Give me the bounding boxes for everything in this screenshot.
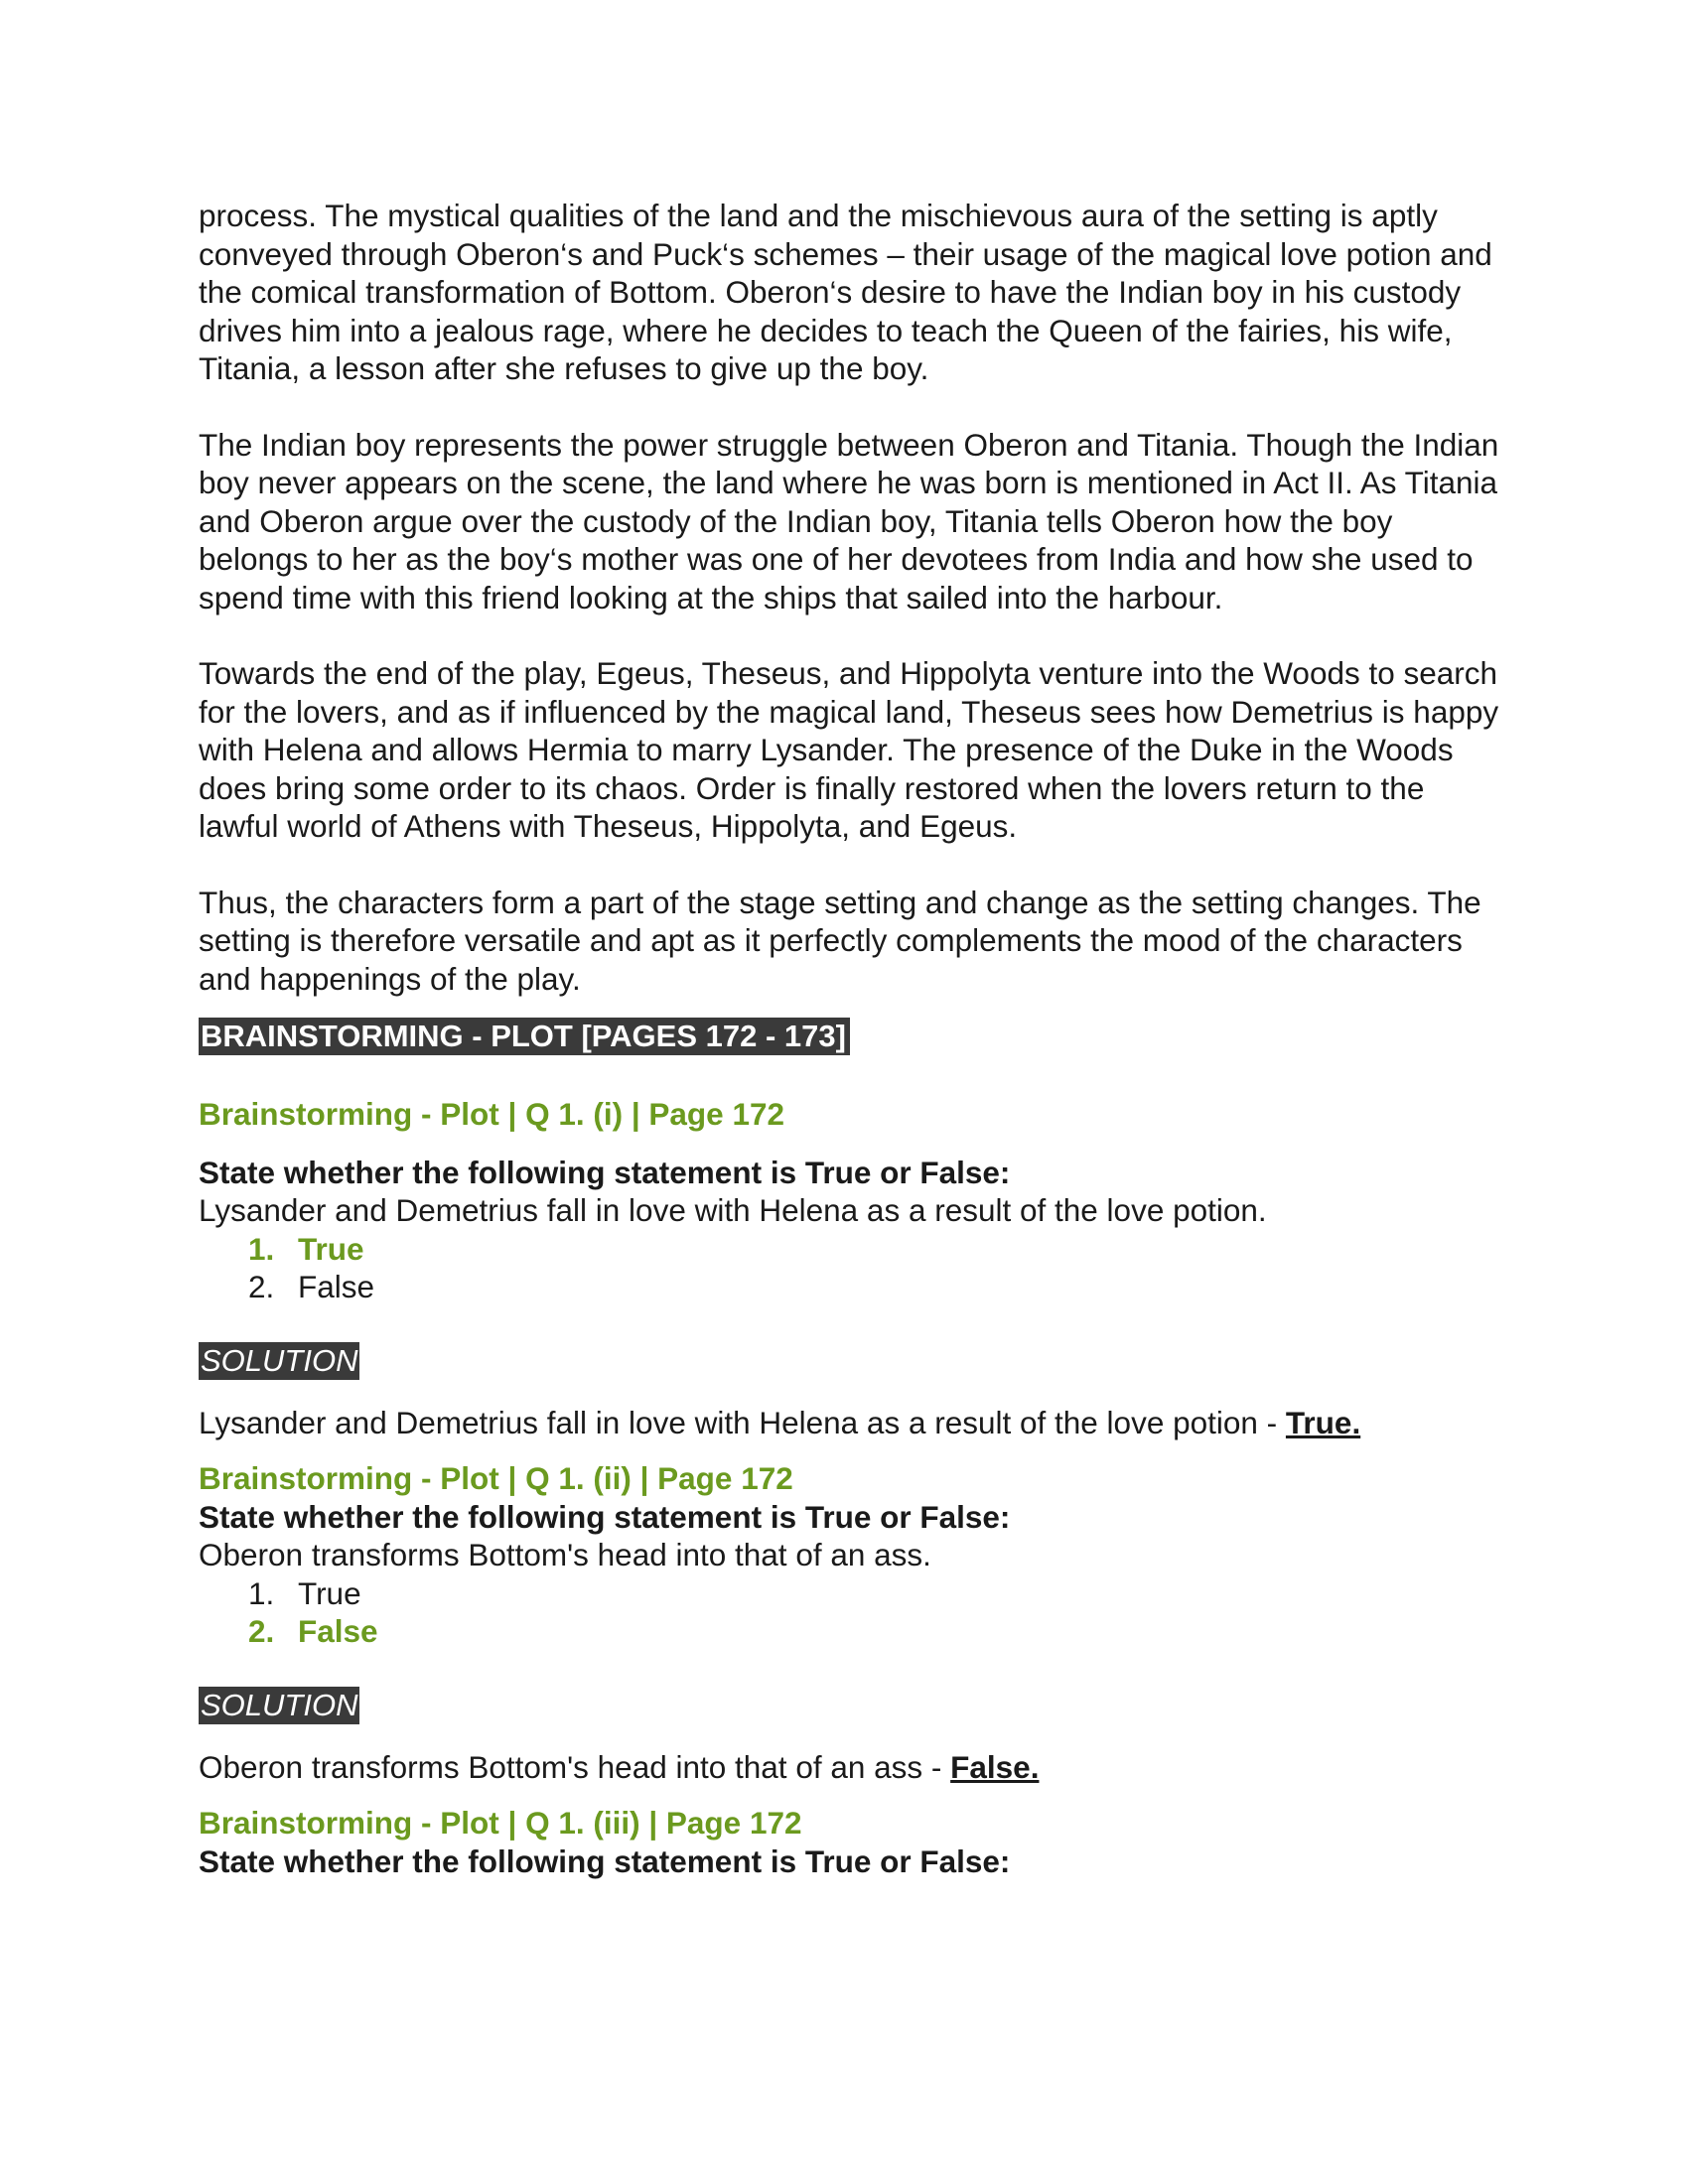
question-instruction: State whether the following statement is True or False:	[199, 1498, 1011, 1535]
question-instruction: State whether the following statement is True or False:	[199, 1843, 1011, 1879]
solution-tag-wrap	[199, 1342, 1509, 1404]
solution-statement: Lysander and Demetrius fall in love with Helena as a result of the love potion -	[199, 1404, 1286, 1440]
solution-text	[199, 1748, 1509, 1787]
option-list	[248, 1574, 1509, 1651]
option-number: 1.	[248, 1574, 275, 1611]
option	[248, 1574, 1509, 1613]
question-statement: Lysander and Demetrius fall in love with Helena as a result of the love potion.	[199, 1192, 1267, 1228]
question-heading: Brainstorming - Plot | Q 1. (i) | Page 172	[199, 1096, 784, 1132]
paragraph: The Indian boy represents the power struggle between Oberon and Titania. Though the Indian boy never appears on the scene, the land where he was born is mentioned in Act II. As Titania and Oberon argue over the custody of the Indian boy, Titania tells Oberon how the boy belongs to her as the boy‘s mother was one of her devotees from India and how she used to spend time with this friend looking at the ships that sailed into the harbour.	[199, 426, 1499, 615]
question-heading: Brainstorming - Plot | Q 1. (iii) | Page 172	[199, 1805, 802, 1841]
option-label: False	[298, 1613, 378, 1649]
solution-tag: SOLUTION	[201, 1687, 358, 1722]
question-block	[199, 1804, 1509, 1880]
solution-tag-wrap	[199, 1687, 1509, 1748]
option-correct	[248, 1230, 1509, 1269]
solution-text	[199, 1404, 1509, 1442]
option-label: True	[298, 1230, 364, 1267]
option-number: 2.	[248, 1269, 275, 1304]
question-statement: Oberon transforms Bottom's head into that of an ass.	[199, 1537, 931, 1572]
question-heading: Brainstorming - Plot | Q 1. (ii) | Page 172	[199, 1460, 793, 1496]
option-label: True	[298, 1574, 361, 1611]
option-number: 1.	[248, 1230, 275, 1267]
option	[248, 1268, 1509, 1306]
option-correct	[248, 1612, 1509, 1651]
solution-statement: Oberon transforms Bottom's head into that of an ass -	[199, 1748, 951, 1785]
section-heading-wrap	[199, 1018, 1509, 1095]
solution-answer: True.	[1285, 1404, 1361, 1440]
option-list	[248, 1230, 1509, 1306]
option-label: False	[298, 1269, 375, 1304]
paragraph: process. The mystical qualities of the land and the mischievous aura of the setting is aptly conveyed through Oberon‘s and Puck‘s schemes – their usage of the magical love potion and the comical transformation of Bottom. Oberon‘s desire to have the Indian boy in his custody drives him into a jealous rage, where he decides to teach the Queen of the fairies, his wife, Titania, a lesson after she refuses to give up the boy.	[199, 198, 1492, 386]
question-instruction: State whether the following statement is True or False:	[199, 1154, 1011, 1190]
option-number: 2.	[248, 1613, 275, 1649]
paragraph: Towards the end of the play, Egeus, Theseus, and Hippolyta venture into the Woods to search for the lovers, and as if influenced by the magical land, Theseus sees how Demetrius is happy with Helena and allows Hermia to marry Lysander. The presence of the Duke in the Woods does bring some order to its chaos. Order is finally restored when the lovers return to the lawful world of Athens with Theseus, Hippolyta, and Egeus.	[199, 655, 1499, 844]
document-page	[199, 197, 1509, 1880]
question-block	[199, 1459, 1509, 1786]
solution-answer: False.	[950, 1748, 1040, 1785]
solution-tag: SOLUTION	[201, 1342, 358, 1378]
section-heading: BRAINSTORMING - PLOT [PAGES 172 - 173]	[199, 1018, 850, 1055]
paragraph: Thus, the characters form a part of the stage setting and change as the setting changes. The setting is therefore versatile and apt as it perfectly complements the mood of the characters and happenings of the play.	[199, 884, 1481, 997]
question-block	[199, 1095, 1509, 1441]
